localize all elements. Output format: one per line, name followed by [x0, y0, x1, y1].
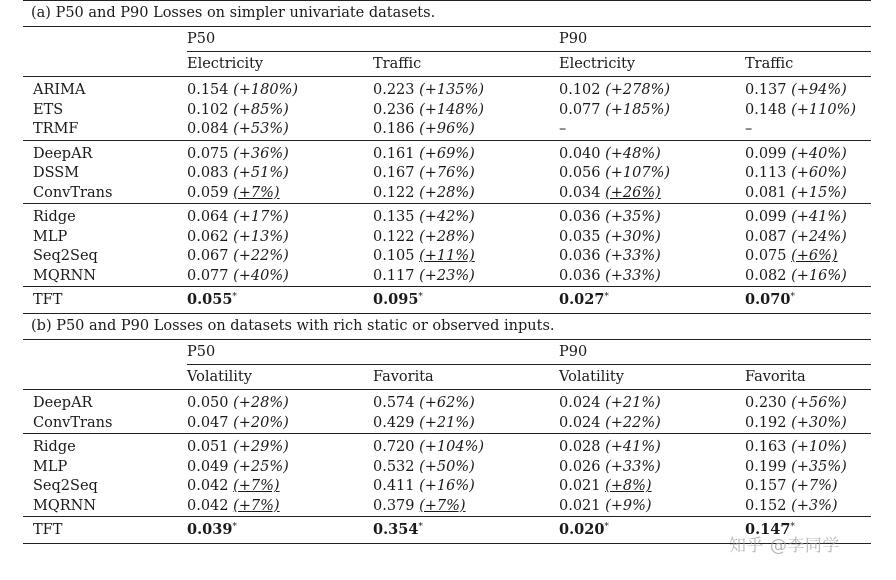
model-name-tft: TFT	[23, 287, 187, 314]
pct-change: (+104%)	[419, 439, 485, 456]
pct-change: (+148%)	[419, 101, 485, 118]
loss-cell	[559, 267, 745, 287]
loss-cell	[559, 184, 745, 204]
model-name: Ridge	[23, 434, 187, 458]
loss-value: 0.064	[187, 209, 229, 226]
table-row	[23, 414, 871, 434]
loss-cell	[187, 77, 373, 101]
loss-value: 0.075	[187, 145, 229, 162]
loss-value: 0.028	[559, 439, 601, 456]
pct-change: (+33%)	[605, 458, 661, 475]
tft-loss-cell	[187, 517, 373, 544]
pct-change: (+40%)	[233, 267, 289, 284]
model-name: DSSM	[33, 165, 80, 182]
col-a-0: Electricity	[187, 52, 373, 77]
loss-value: 0.230	[745, 395, 787, 412]
loss-cell	[559, 434, 745, 458]
loss-value: –	[745, 121, 753, 138]
pct-change: (+107%)	[605, 165, 671, 182]
loss-value: 0.040	[559, 145, 601, 162]
loss-cell	[559, 164, 745, 184]
loss-cell	[187, 204, 373, 228]
model-name: ARIMA	[23, 77, 187, 101]
loss-value: 0.083	[187, 165, 229, 182]
tft-loss-cell	[745, 287, 871, 314]
tft-row	[23, 287, 871, 314]
loss-value: 0.236	[373, 101, 415, 118]
loss-cell	[373, 267, 559, 287]
significance-star: *	[418, 292, 423, 302]
pct-change: (+30%)	[605, 228, 661, 245]
loss-cell	[559, 390, 745, 414]
caption-a: (a) P50 and P90 Losses on simpler univariate datasets.	[23, 1, 871, 27]
loss-cell	[373, 228, 559, 248]
loss-cell	[373, 477, 559, 497]
pct-change: (+11%)	[419, 248, 475, 265]
loss-value: 0.042	[187, 478, 229, 495]
loss-value: 0.135	[373, 209, 415, 226]
loss-value: 0.082	[745, 267, 787, 284]
loss-value: 0.411	[373, 478, 415, 495]
loss-value: 0.152	[745, 497, 787, 514]
loss-value: 0.042	[187, 497, 229, 514]
loss-cell	[187, 140, 373, 164]
table-row	[23, 434, 871, 458]
pct-change: (+28%)	[233, 395, 289, 412]
pct-change: (+21%)	[419, 414, 475, 431]
tft-loss-cell	[559, 517, 745, 544]
col-a-1: Traffic	[373, 52, 559, 77]
model-name: DeepAR	[23, 140, 187, 164]
table-row	[23, 140, 871, 164]
loss-cell	[187, 247, 373, 267]
table-row	[23, 101, 871, 121]
pct-change: (+8%)	[605, 478, 652, 495]
loss-value: 0.062	[187, 228, 229, 245]
model-name: Ridge	[23, 204, 187, 228]
loss-value: 0.532	[373, 458, 415, 475]
pct-change: (+76%)	[419, 165, 475, 182]
loss-value: 0.050	[187, 395, 229, 412]
loss-value: 0.192	[745, 414, 787, 431]
model-name: DeepAR	[23, 390, 187, 414]
loss-cell	[373, 414, 559, 434]
loss-cell	[745, 267, 871, 287]
pct-change: (+35%)	[791, 458, 847, 475]
loss-value: 0.077	[559, 101, 601, 118]
loss-value: 0.084	[187, 121, 229, 138]
loss-cell	[187, 120, 373, 140]
loss-cell	[373, 390, 559, 414]
pct-change: (+41%)	[791, 209, 847, 226]
loss-cell	[187, 497, 373, 517]
loss-cell	[745, 77, 871, 101]
loss-value: 0.067	[187, 248, 229, 265]
tft-loss-value: 0.354	[373, 521, 419, 538]
pct-change: (+3%)	[791, 497, 838, 514]
pct-change: (+36%)	[233, 145, 289, 162]
loss-cell	[373, 434, 559, 458]
tft-loss-value: 0.147	[745, 521, 791, 538]
model-name: ConvTrans	[33, 414, 113, 431]
tft-loss-value: 0.055	[187, 291, 233, 308]
pct-change: (+56%)	[791, 395, 847, 412]
loss-cell	[373, 458, 559, 478]
table-row	[23, 204, 871, 228]
tft-loss-value: 0.070	[745, 291, 791, 308]
tft-loss-value: 0.027	[559, 291, 605, 308]
loss-cell	[373, 101, 559, 121]
pct-change: (+28%)	[419, 184, 475, 201]
loss-value: 0.574	[373, 395, 415, 412]
loss-cell	[373, 77, 559, 101]
loss-value: 0.122	[373, 184, 415, 201]
pct-change: (+6%)	[791, 248, 838, 265]
group-a-p50: P50	[187, 30, 216, 47]
tft-loss-cell	[373, 287, 559, 314]
significance-star: *	[418, 522, 423, 532]
pct-change: (+278%)	[605, 82, 671, 99]
loss-value: 0.157	[745, 478, 787, 495]
loss-cell	[373, 497, 559, 517]
pct-change: (+53%)	[233, 121, 289, 138]
pct-change: (+15%)	[791, 184, 847, 201]
table-row	[23, 458, 871, 478]
model-name-tft: TFT	[23, 517, 187, 544]
pct-change: (+24%)	[791, 228, 847, 245]
loss-value: 0.099	[745, 209, 787, 226]
group-a-p90: P90	[559, 30, 588, 47]
pct-change: (+7%)	[233, 184, 280, 201]
loss-cell	[559, 204, 745, 228]
model-name: MQRNN	[33, 497, 97, 514]
loss-value: 0.059	[187, 184, 229, 201]
loss-cell	[745, 390, 871, 414]
loss-value: 0.077	[187, 267, 229, 284]
table-row	[23, 120, 871, 140]
loss-cell	[559, 120, 745, 140]
col-b-0: Volatility	[187, 365, 373, 390]
loss-value: 0.047	[187, 414, 229, 431]
loss-cell	[745, 477, 871, 497]
loss-cell	[187, 434, 373, 458]
pct-change: (+48%)	[605, 145, 661, 162]
loss-value: 0.021	[559, 478, 601, 495]
loss-cell	[187, 101, 373, 121]
loss-value: 0.051	[187, 439, 229, 456]
loss-cell	[745, 247, 871, 267]
loss-cell	[187, 458, 373, 478]
loss-cell	[745, 164, 871, 184]
pct-change: (+85%)	[233, 101, 289, 118]
pct-change: (+33%)	[605, 248, 661, 265]
loss-cell	[559, 458, 745, 478]
loss-cell	[559, 228, 745, 248]
loss-cell	[187, 164, 373, 184]
table-row	[23, 164, 871, 184]
model-name: Seq2Seq	[33, 248, 98, 265]
col-b-2: Volatility	[559, 365, 745, 390]
tft-loss-value: 0.039	[187, 521, 233, 538]
loss-cell	[745, 458, 871, 478]
loss-cell	[559, 77, 745, 101]
pct-change: (+22%)	[605, 414, 661, 431]
loss-value: 0.223	[373, 82, 415, 99]
loss-value: 0.148	[745, 101, 787, 118]
model-name: Seq2Seq	[33, 478, 98, 495]
pct-change: (+22%)	[233, 248, 289, 265]
loss-cell	[187, 390, 373, 414]
loss-value: 0.036	[559, 248, 601, 265]
pct-change: (+20%)	[233, 414, 289, 431]
pct-change: (+23%)	[419, 267, 475, 284]
loss-cell	[559, 140, 745, 164]
loss-cell	[373, 247, 559, 267]
loss-cell	[559, 497, 745, 517]
loss-value: 0.087	[745, 228, 787, 245]
loss-value: 0.026	[559, 458, 601, 475]
loss-value: 0.056	[559, 165, 601, 182]
pct-change: (+7%)	[419, 497, 466, 514]
pct-change: (+30%)	[791, 414, 847, 431]
loss-cell	[373, 204, 559, 228]
group-b-p50: P50	[187, 343, 216, 360]
loss-cell	[373, 184, 559, 204]
loss-cell	[745, 497, 871, 517]
loss-value: 0.720	[373, 439, 415, 456]
loss-cell	[745, 184, 871, 204]
pct-change: (+110%)	[791, 101, 857, 118]
loss-cell	[745, 101, 871, 121]
table-row	[23, 497, 871, 517]
table-row	[23, 247, 871, 267]
loss-cell	[373, 164, 559, 184]
table-row	[23, 477, 871, 497]
pct-change: (+41%)	[605, 439, 661, 456]
pct-change: (+51%)	[233, 165, 289, 182]
pct-change: (+62%)	[419, 395, 475, 412]
loss-value: 0.199	[745, 458, 787, 475]
pct-change: (+26%)	[605, 184, 661, 201]
significance-star: *	[604, 292, 609, 302]
pct-change: (+7%)	[233, 497, 280, 514]
loss-cell	[559, 247, 745, 267]
results-table-page	[23, 0, 871, 556]
pct-change: (+16%)	[791, 267, 847, 284]
pct-change: (+21%)	[605, 395, 661, 412]
loss-cell	[745, 204, 871, 228]
loss-value: 0.036	[559, 209, 601, 226]
pct-change: (+13%)	[233, 228, 289, 245]
loss-value: 0.154	[187, 82, 229, 99]
pct-change: (+29%)	[233, 439, 289, 456]
loss-value: 0.034	[559, 184, 601, 201]
loss-cell	[745, 414, 871, 434]
loss-value: 0.049	[187, 458, 229, 475]
loss-cell	[187, 414, 373, 434]
loss-table	[23, 0, 871, 544]
table-row	[23, 184, 871, 204]
model-name: ETS	[33, 101, 64, 118]
pct-change: (+7%)	[791, 478, 838, 495]
loss-value: 0.075	[745, 248, 787, 265]
pct-change: (+69%)	[419, 145, 475, 162]
loss-cell	[559, 477, 745, 497]
table-row	[23, 390, 871, 414]
model-name: MQRNN	[33, 267, 97, 284]
loss-cell	[559, 101, 745, 121]
model-name: MLP	[33, 228, 68, 245]
pct-change: (+7%)	[233, 478, 280, 495]
tft-loss-cell	[373, 517, 559, 544]
tft-loss-value: 0.095	[373, 291, 419, 308]
pct-change: (+16%)	[419, 478, 475, 495]
pct-change: (+135%)	[419, 82, 485, 99]
pct-change: (+96%)	[419, 121, 475, 138]
pct-change: (+60%)	[791, 165, 847, 182]
loss-value: 0.035	[559, 228, 601, 245]
pct-change: (+40%)	[791, 145, 847, 162]
col-a-3: Traffic	[745, 52, 871, 77]
loss-cell	[559, 414, 745, 434]
watermark: 知乎 @李同学	[729, 536, 840, 556]
loss-value: 0.379	[373, 497, 415, 514]
loss-value: 0.163	[745, 439, 787, 456]
pct-change: (+35%)	[605, 209, 661, 226]
significance-star: *	[790, 292, 795, 302]
loss-cell	[187, 477, 373, 497]
loss-cell	[745, 140, 871, 164]
pct-change: (+185%)	[605, 101, 671, 118]
loss-value: 0.117	[373, 267, 415, 284]
model-name: ConvTrans	[33, 184, 113, 201]
loss-cell	[187, 267, 373, 287]
loss-value: 0.036	[559, 267, 601, 284]
loss-cell	[187, 184, 373, 204]
table-row	[23, 228, 871, 248]
pct-change: (+33%)	[605, 267, 661, 284]
col-b-1: Favorita	[373, 365, 559, 390]
loss-value: 0.102	[559, 82, 601, 99]
table-row	[23, 267, 871, 287]
loss-value: 0.137	[745, 82, 787, 99]
previous-caption-fragment	[23, 0, 871, 3]
group-b-p90: P90	[559, 343, 588, 360]
col-a-2: Electricity	[559, 52, 745, 77]
tft-loss-cell	[559, 287, 745, 314]
loss-value: 0.081	[745, 184, 787, 201]
loss-cell	[745, 228, 871, 248]
pct-change: (+28%)	[419, 228, 475, 245]
loss-cell	[373, 120, 559, 140]
caption-b: (b) P50 and P90 Losses on datasets with rich static or observed inputs.	[23, 314, 871, 340]
pct-change: (+9%)	[605, 497, 652, 514]
loss-value: 0.105	[373, 248, 415, 265]
loss-value: 0.102	[187, 101, 229, 118]
pct-change: (+50%)	[419, 458, 475, 475]
loss-cell	[745, 120, 871, 140]
loss-value: 0.161	[373, 145, 415, 162]
model-name: MLP	[33, 458, 68, 475]
loss-value: 0.021	[559, 497, 601, 514]
col-b-3: Favorita	[745, 365, 871, 390]
tft-loss-cell	[187, 287, 373, 314]
loss-cell	[745, 434, 871, 458]
loss-value: 0.429	[373, 414, 415, 431]
loss-value: 0.024	[559, 414, 601, 431]
loss-value: 0.024	[559, 395, 601, 412]
loss-value: 0.099	[745, 145, 787, 162]
loss-value: –	[559, 121, 567, 138]
pct-change: (+42%)	[419, 209, 475, 226]
pct-change: (+94%)	[791, 82, 847, 99]
pct-change: (+10%)	[791, 439, 847, 456]
loss-value: 0.113	[745, 165, 787, 182]
pct-change: (+25%)	[233, 458, 289, 475]
tft-loss-value: 0.020	[559, 521, 605, 538]
model-name: TRMF	[33, 121, 79, 138]
pct-change: (+17%)	[233, 209, 289, 226]
significance-star: *	[604, 522, 609, 532]
loss-value: 0.122	[373, 228, 415, 245]
significance-star: *	[790, 522, 795, 532]
loss-cell	[187, 228, 373, 248]
pct-change: (+180%)	[233, 82, 299, 99]
loss-value: 0.186	[373, 121, 415, 138]
significance-star: *	[232, 522, 237, 532]
significance-star: *	[232, 292, 237, 302]
table-row	[23, 77, 871, 101]
loss-value: 0.167	[373, 165, 415, 182]
loss-cell	[373, 140, 559, 164]
